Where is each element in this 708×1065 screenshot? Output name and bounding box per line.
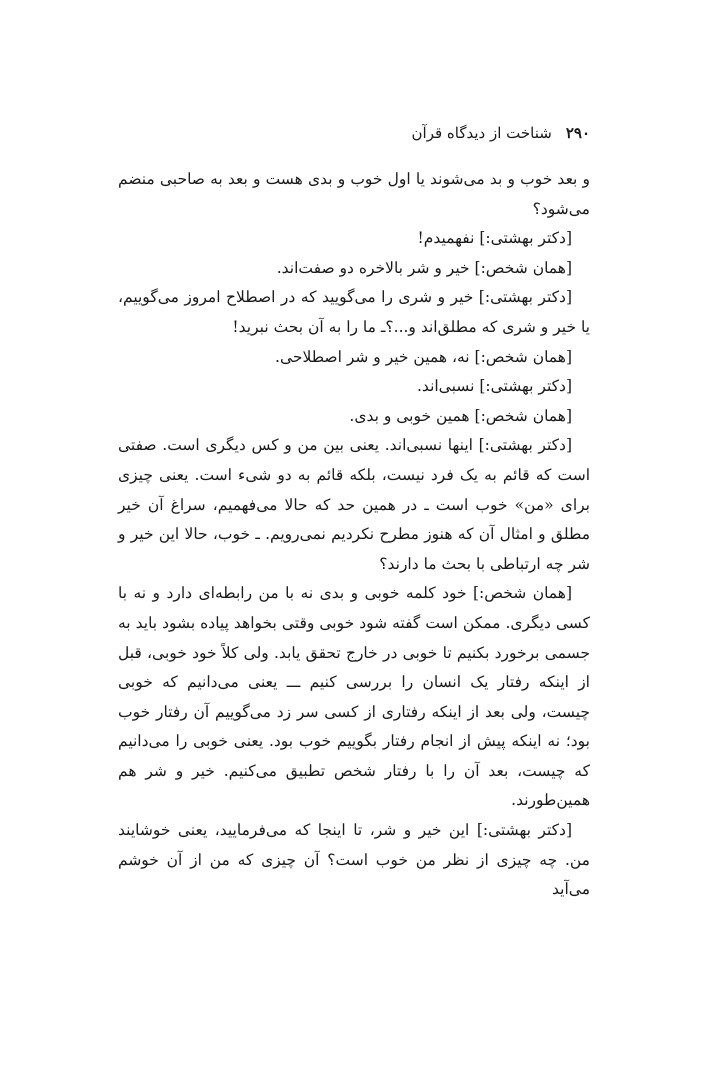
dialogue-paragraph: [دکتر بهشتی:] نسبی‌اند. [417,377,572,396]
dialogue-paragraph: [همان شخص:] نه، همین خیر و شر اصطلاحی. [275,347,572,366]
body-text [118,165,590,905]
dialogue-paragraph: [همان شخص:] خود کلمه خوبی و بدی نه با من رابطه‌ای دارد و نه با کسی دیگری. ممکن است گفته شود خوبی وقتی بخواهد پیاده بشود باید به جسمی برخورد بکنیم تا خوبی در خارج تحقق یابد. ولی کلاً خود خوبی، قبل از اینکه رفتار یک انسان را بررسی کنیم ـــ یعنی می‌دانیم که خوبی چیست، ولی بعد از اینکه رفتاری از کسی سر زد می‌گوییم آن رفتار خوب بود؛ نه اینکه پیش از انجام رفتار بگوییم خوب بود. یعنی خوبی را می‌دانیم که چیست، بعد آن را با رفتار شخص تطبیق می‌کنیم. خیر و شر هم همین‌طورند. [118,584,590,810]
dialogue-paragraph: [همان شخص:] خیر و شر بالاخره دو صفت‌اند. [276,258,572,277]
dialogue-paragraph: [دکتر بهشتی:] نفهمیدم! [417,229,572,248]
dialogue-paragraph: [دکتر بهشتی:] خیر و شری را می‌گویید که در اصطلاح امروز می‌گوییم، یا خیر و شری که مطلق‌اند و...؟ـ ما را به آن بحث نبرید! [118,288,590,336]
running-header [118,122,590,144]
dialogue-paragraph: [دکتر بهشتی:] این خیر و شر، تا اینجا که می‌فرمایید، یعنی خوشایند من. چه چیزی از نظر من خوب است؟ آن چیزی که من از آن خوشم می‌آید [118,821,590,899]
running-title: شناخت از دیدگاه قرآن [411,124,552,142]
dialogue-paragraph: [همان شخص:] همین خوبی و بدی. [349,406,572,425]
paragraph-continuation: و بعد خوب و بد می‌شوند یا اول خوب و بدی هست و بعد به صاحبی منضم می‌شود؟ [118,170,590,218]
dialogue-paragraph: [دکتر بهشتی:] اینها نسبی‌اند. یعنی بین من و کس دیگری است. صفتی است که قائم به یک فرد نیست، بلکه قائم به دو شیء است. یعنی چیزی برای «من» خوب است ـ در همین حد که حالا می‌فهمیم، سراغ آن خیر مطلق و امثال آن که هنوز مطرح نکردیم نمی‌رویم. ـ خوب، حالا این خیر و شر چه ارتباطی با بحث ما دارند؟ [118,436,590,573]
page-number: ۲۹۰ [565,124,590,142]
